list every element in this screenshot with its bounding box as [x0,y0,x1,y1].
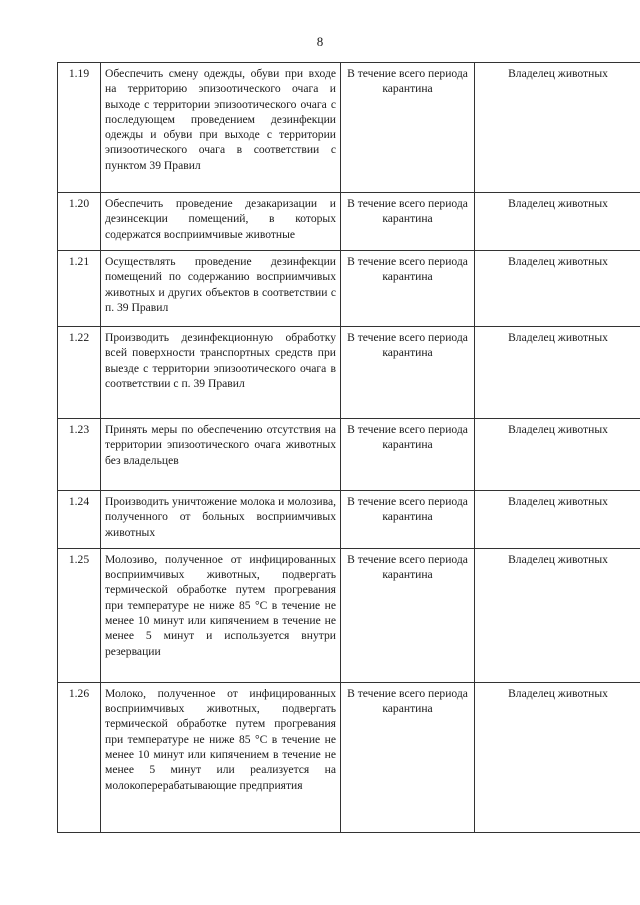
table-row [58,419,640,491]
row-number: 1.20 [58,193,101,251]
row-number: 1.26 [58,682,101,832]
responsible-text: Владелец животных [475,63,640,193]
measure-text [101,327,341,419]
responsible-text: Владелец животных [475,548,640,682]
term-text: В течение всего периода карантина [341,419,475,491]
measure-text-content: Производить уничтожение молока и молозива, полученного от больных восприимчивых животных [105,495,336,539]
term-text: В течение всего периода карантина [341,193,475,251]
table-row [58,63,640,193]
row-number: 1.19 [58,63,101,193]
measure-text [101,193,341,251]
measure-text-content: Осуществлять проведение дезинфекции помещений по содержанию восприимчивых животных и других объектов в соответствии с п. 39 Правил [105,255,336,314]
responsible-text: Владелец животных [475,193,640,251]
table-row [58,548,640,682]
term-text: В течение всего периода карантина [341,251,475,327]
measure-text-content: Принять меры по обеспечению отсутствия на территории эпизоотического очага животных без владельцев [105,423,336,467]
measure-text [101,548,341,682]
table-row [58,491,640,549]
row-number: 1.24 [58,491,101,549]
measure-text [101,251,341,327]
measure-text-content: Производить дезинфекционную обработку всей поверхности транспортных средств при выезде с территории эпизоотического очага в соответствии с п. 39 Правил [105,331,336,390]
responsible-text: Владелец животных [475,251,640,327]
responsible-text: Владелец животных [475,682,640,832]
measure-text-content: Обеспечить смену одежды, обуви при входе на территорию эпизоотического очага и выходе с территории эпизоотического очага с последующем проведением дезинфекции одежды и обуви при выходе с территории эпизоотического очага в соответствии с пунктом 39 Правил [105,67,336,172]
table-row [58,327,640,419]
measure-text-content: Молоко, полученное от инфицированных восприимчивых животных, подвергать термической обработке путем прогревания при температуре не ниже 85 °С в течение не менее 10 минут или кипячением в течение не менее 5 минут или реализуется на молокоперерабатывающие предприятия [105,686,336,792]
term-text: В течение всего периода карантина [341,327,475,419]
term-text: В течение всего периода карантина [341,548,475,682]
measure-text [101,419,341,491]
measure-text [101,491,341,549]
measures-table [57,62,640,833]
term-text: В течение всего периода карантина [341,491,475,549]
measure-text [101,682,341,832]
table-row [58,193,640,251]
measure-text-content: Обеспечить проведение дезакаризации и дезинсекции помещений, в которых содержатся восприимчивые животные [105,197,336,241]
responsible-text: Владелец животных [475,327,640,419]
responsible-text: Владелец животных [475,491,640,549]
page-number: 8 [316,34,324,49]
row-number: 1.25 [58,548,101,682]
responsible-text: Владелец животных [475,419,640,491]
row-number: 1.23 [58,419,101,491]
row-number: 1.22 [58,327,101,419]
measure-text [101,63,341,193]
row-number: 1.21 [58,251,101,327]
table-row [58,251,640,327]
measure-text-content: Молозиво, полученное от инфицированных восприимчивых животных, подвергать термической обработке путем прогревания при температуре не ниже 85 °С в течение не менее 10 минут или кипячением в течение не менее 5 минут и используется внутри резервации [105,552,336,658]
term-text: В течение всего периода карантина [341,63,475,193]
term-text: В течение всего периода карантина [341,682,475,832]
table-row [58,682,640,832]
